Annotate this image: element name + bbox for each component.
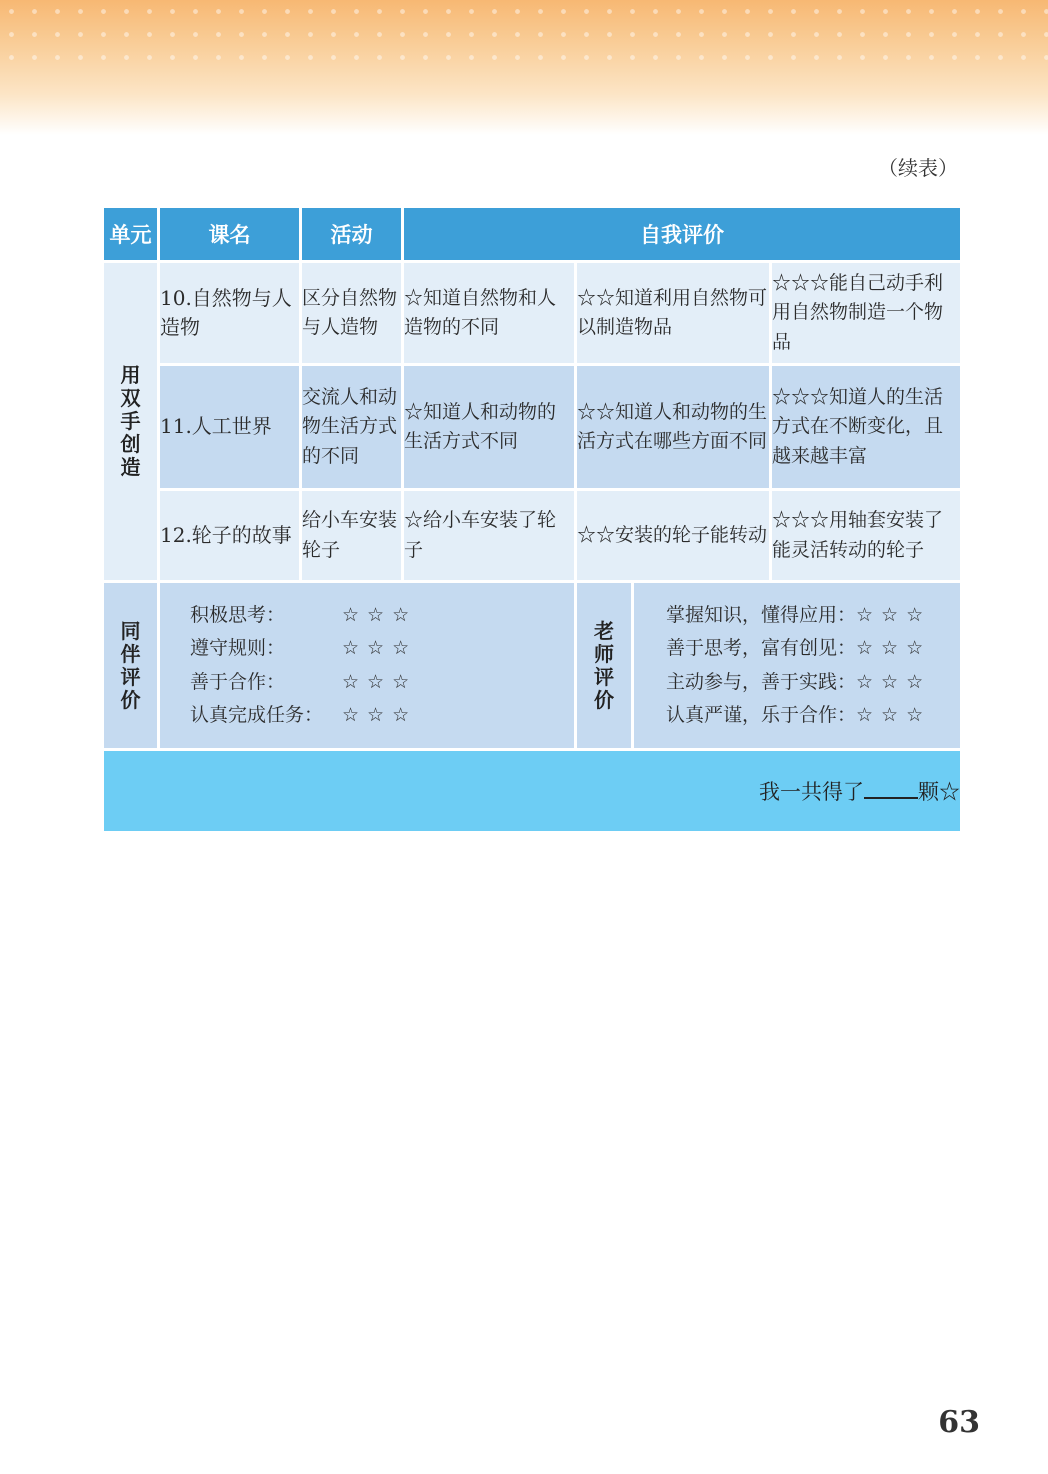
teacher-label: 老师评价 [594,618,614,712]
eval-two-star: ☆☆知道人和动物的生活方式在哪些方面不同 [576,365,771,490]
activity-cell: 给小车安装轮子 [301,490,403,582]
peer-criterion [190,666,574,700]
table-header-row [103,207,962,262]
star-count-blank[interactable] [864,779,918,799]
teacher-criterion [666,632,960,666]
eval-one-star: ☆给小车安装了轮子 [403,490,576,582]
eval-one-star: ☆知道自然物和人造物的不同 [403,262,576,365]
star-rating: ☆☆☆ [856,603,932,626]
teacher-criterion [666,599,960,633]
eval-three-star: ☆☆☆知道人的生活方式在不断变化，且越来越丰富 [771,365,962,490]
eval-two-star: ☆☆安装的轮子能转动 [576,490,771,582]
criterion-label: 善于思考，富有创见： [666,637,857,659]
criterion-label: 主动参与，善于实践： [666,670,857,693]
eval-one-star: ☆知道人和动物的生活方式不同 [403,365,576,490]
teacher-label-cell [576,582,633,750]
criterion-label: 掌握知识，懂得应用： [666,603,857,626]
unit-cell [103,262,159,582]
teacher-criteria-cell [633,582,962,750]
header-self-evaluation: 自我评价 [403,207,962,262]
peer-criterion [190,632,574,666]
activity-cell: 区分自然物与人造物 [301,262,403,365]
course-cell: 11.人工世界 [159,365,301,490]
peer-criteria-cell [159,582,576,750]
criterion-label: 善于合作： [190,670,286,693]
header-unit: 单元 [103,207,159,262]
evaluation-table [101,205,963,834]
star-rating: ☆☆☆ [342,603,418,626]
peer-criterion [190,599,574,633]
peer-criteria-list [160,599,574,733]
criterion-label: 积极思考： [190,603,286,626]
eval-three-star: ☆☆☆用轴套安装了能灵活转动的轮子 [771,490,962,582]
peer-label-cell [103,582,159,750]
criterion-label: 认真严谨，乐于合作： [666,704,857,726]
table-row [103,262,962,365]
star-rating: ☆☆☆ [342,670,418,693]
table-row [103,365,962,490]
summary-cell [103,750,962,833]
star-rating: ☆☆☆ [342,704,418,726]
activity-cell: 交流人和动物生活方式的不同 [301,365,403,490]
eval-three-star: ☆☆☆能自己动手利用自然物制造一个物品 [771,262,962,365]
top-decorative-band [0,0,1048,135]
criterion-label: 认真完成任务： [190,704,324,726]
star-rating: ☆☆☆ [342,637,418,659]
peer-criterion [190,699,574,733]
course-cell: 12.轮子的故事 [159,490,301,582]
summary-prefix: 我一共得了 [759,780,864,804]
eval-two-star: ☆☆知道利用自然物可以制造物品 [576,262,771,365]
unit-name: 用双手创造 [120,363,141,479]
summary-suffix: 颗☆ [918,780,960,804]
star-rating: ☆☆☆ [856,704,932,726]
teacher-criterion [666,666,960,700]
teacher-criteria-list [634,599,960,733]
teacher-criterion [666,699,960,733]
star-rating: ☆☆☆ [856,637,932,659]
continued-label: （续表） [878,156,958,180]
table-row [103,490,962,582]
header-course: 课名 [159,207,301,262]
header-activity: 活动 [301,207,403,262]
summary-row [103,750,962,833]
star-rating: ☆☆☆ [856,670,932,693]
dot-pattern [0,0,1048,70]
course-cell: 10.自然物与人造物 [159,262,301,365]
criterion-label: 遵守规则： [190,637,286,659]
peer-teacher-row [103,582,962,750]
peer-label: 同伴评价 [120,618,141,712]
page-number: 63 [938,1405,980,1440]
